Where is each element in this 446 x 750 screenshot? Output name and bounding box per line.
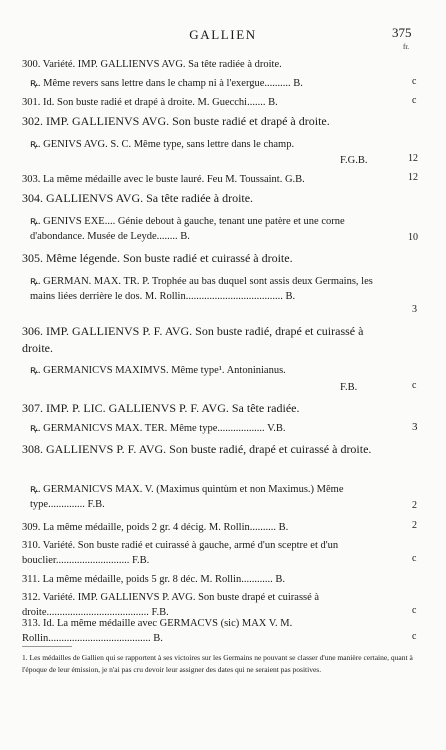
entry-303-rarity: 12 (408, 172, 418, 183)
running-title: GALLIEN (189, 27, 257, 42)
rarity-column-header: fr. (403, 43, 410, 51)
entry-309: 309. La même médaille, poids 2 gr. 4 décig. M. Rollin.......... B. (22, 522, 289, 533)
page-number: 375 (392, 25, 412, 40)
entry-305-rarity: 3 (412, 304, 417, 315)
entry-313-rarity: c (412, 631, 417, 642)
entry-307-reverse: ꝶ. GERMANICVS MAX. TER. Même type.................. V.B. (30, 423, 286, 434)
footnote: 1. Les médailles de Gallien qui se rapportent à ses victoires sur les Germains ne pouvant se classer d'une manière certaine, quant à l'époque de leur émission, je n'ai pas cru devoir leur assigner des dates qui ne seraient pas positives. (22, 653, 413, 674)
entry-301: 301. Id. Son buste radié et drapé à droite. M. Guecchi....... B. (22, 97, 278, 108)
entry-307-rarity: 3 (412, 421, 418, 433)
entry-305-obverse: 305. Même légende. Son buste radié et cuirassé à droite. (22, 251, 293, 265)
entry-306-obverse: 306. IMP. GALLIENVS P. F. AVG. Son buste radié, drapé et cuirassé à droite. (22, 324, 364, 355)
entry-300-rarity: c (412, 76, 417, 87)
entry-313: 313. Id. La même médaille avec GERMACVS (sic) MAX V. M. Rollin....................................... B. (22, 618, 293, 644)
entry-304-obverse: 304. GALLIENVS AVG. Sa tête radiée à droite. (22, 191, 254, 205)
entry-308-obverse: 308. GALLIENVS P. F. AVG. Son buste radié, drapé et cuirassé à droite. (22, 442, 372, 456)
entry-310-rarity: c (412, 553, 417, 564)
entry-301-rarity: c (412, 95, 417, 106)
entry-304-reverse: ꝶ. GENIVS EXE.... Génie debout à gauche, tenant une patère et une corne d'abondance. Musée de Leyde........ B. (30, 216, 345, 242)
entry-306-rarity: c (412, 380, 417, 391)
entry-309-rarity: 2 (412, 520, 417, 531)
entry-300-obverse: 300. Variété. IMP. GALLIENVS AVG. Sa tête radiée à droite. (22, 59, 282, 70)
entry-307-obverse: 307. IMP. P. LIC. GALLIENVS P. F. AVG. Sa tête radiée. (22, 401, 300, 415)
entry-306-reverse: ꝶ. GERMANICVS MAXIMVS. Même type¹. Antoninianus. (30, 365, 286, 376)
entry-312-rarity: c (412, 605, 417, 616)
entry-303: 303. La même médaille avec le buste lauré. Feu M. Toussaint. G.B. (22, 174, 305, 185)
footnote-separator (22, 646, 72, 647)
entry-300-reverse: ꝶ. Même revers sans lettre dans le champ ni à l'exergue.......... B. (30, 78, 303, 89)
entry-302-grade: F.G.B. (340, 155, 368, 166)
entry-308-rarity: 2 (412, 500, 417, 511)
entry-302-obverse: 302. IMP. GALLIENVS AVG. Son buste radié et drapé à droite. (22, 114, 330, 128)
entry-308-reverse: ꝶ. GERMANICVS MAX. V. (Maximus quintùm et non Maximus.) Même type.............. F.B. (30, 484, 344, 510)
entry-310: 310. Variété. Son buste radié et cuirassé à gauche, armé d'un sceptre et d'un bouclier............................ F.B. (22, 540, 339, 566)
entry-302-rarity: 12 (408, 153, 418, 164)
entry-311: 311. La même médaille, poids 5 gr. 8 déc. M. Rollin............ B. (22, 574, 285, 585)
entry-302-reverse: ꝶ. GENIVS AVG. S. C. Même type, sans lettre dans le champ. (30, 139, 295, 150)
entry-304-rarity: 10 (408, 232, 418, 243)
entry-305-reverse: ꝶ. GERMAN. MAX. TR. P. Trophée au bas duquel sont assis deux Germains, les mains liées derrière le dos. M. Rollin..................................... B. (30, 276, 373, 302)
entry-306-grade: F.B. (340, 382, 358, 393)
entry-312: 312. Variété. IMP. GALLIENVS P. AVG. Son buste drapé et cuirassé à droite....................................... F.B. (22, 592, 320, 618)
